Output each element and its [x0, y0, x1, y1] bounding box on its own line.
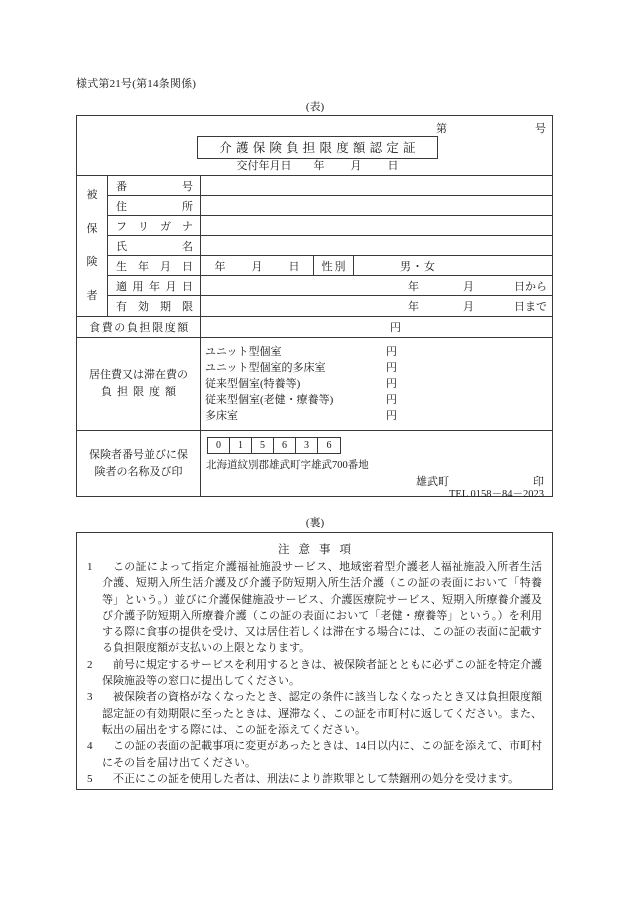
certificate-header-row — [77, 116, 552, 175]
label-char: 有 — [116, 301, 127, 313]
certificate-header — [77, 116, 552, 175]
room-type-name: ユニット型個室的多床室 — [205, 362, 326, 374]
front-side-marker: (表) — [305, 101, 325, 113]
insurer-number-digit: 1 — [230, 438, 252, 453]
insurer-number-digit: 5 — [252, 438, 274, 453]
valid-day-suffix: 日まで — [514, 301, 547, 313]
living-cost-item[interactable] — [201, 392, 552, 408]
document-number-prefix: 第 — [436, 123, 447, 135]
back-side-marker: (裏) — [305, 517, 325, 529]
field-name[interactable] — [201, 236, 552, 255]
row-apply-date — [108, 276, 552, 296]
note-text: この証の表面の記載事項に変更があったときは、14日以内に、この証を添えて、市町村にその旨を届け出てください。 — [102, 740, 542, 769]
valid-month: 月 — [463, 301, 474, 313]
field-valid-until[interactable] — [201, 296, 552, 316]
room-type-unit: 円 — [386, 410, 397, 422]
certificate-table — [76, 115, 553, 500]
row-birth-date — [108, 256, 552, 276]
insurer-number-digit: 0 — [208, 438, 230, 453]
label-char: ガ — [160, 220, 171, 233]
note-number: 5 — [87, 772, 93, 785]
row-name — [108, 236, 552, 256]
document-number-suffix: 号 — [535, 123, 546, 135]
insurer-label-line1: 保険者番号並びに保 — [89, 448, 188, 461]
label-char: 効 — [138, 301, 149, 313]
row-meal-cost-limit — [77, 316, 552, 337]
label-char: 年 — [149, 280, 160, 293]
apply-day-suffix: 日から — [514, 280, 547, 293]
label-char: 日 — [182, 280, 193, 293]
note-text: この証によって指定介護福祉施設サービス、地域密着型介護老人福祉施設入所者生活介護、短期入所生活介護及び介護予防短期入所生活介護（この証の表面において「特養等」という。）並びに介護保健施設サービス、介護医療院サービス、短期入所療養介護及び介護予防短期入所療養介護（この証の表面において「老健・療養等」という。）を利用する際に食事の提供を受け、又は居住若しくは滞在する場合には、この証の表面に記載する負担限度額が支払いの上限となります。 — [102, 561, 542, 655]
room-type-name: 多床室 — [205, 410, 238, 422]
note-item — [87, 689, 542, 738]
label-char: 氏 — [116, 240, 127, 253]
living-cost-item[interactable] — [201, 376, 552, 392]
insurer-number-digit: 6 — [274, 438, 296, 453]
issue-date-year: 年 — [313, 160, 325, 172]
vlabel-char-1: 保 — [86, 222, 98, 235]
document-number — [436, 120, 546, 136]
label-insured-number — [108, 176, 201, 195]
insurer-details — [201, 431, 552, 500]
insurer-name: 雄武町 — [416, 476, 449, 488]
living-cost-item[interactable] — [201, 360, 552, 376]
row-insured-number — [108, 176, 552, 196]
room-type-name: 従来型個室(老健・療養等) — [205, 394, 334, 406]
field-address[interactable] — [201, 196, 552, 215]
row-insurer — [77, 430, 552, 500]
vlabel-char-2: 険 — [86, 256, 98, 269]
insured-person-vertical-label — [77, 176, 108, 316]
field-furigana[interactable] — [201, 216, 552, 235]
insurer-label-line2: 険者の名称及び印 — [94, 465, 183, 478]
insured-rows — [108, 176, 552, 316]
note-number: 2 — [87, 658, 93, 671]
label-char: 住 — [116, 200, 127, 213]
living-cost-items — [201, 338, 552, 430]
birth-year: 年 — [214, 260, 226, 273]
room-type-name: ユニット型個室 — [205, 346, 282, 358]
living-cost-item[interactable] — [201, 408, 552, 424]
label-char: 所 — [182, 200, 193, 213]
label-name — [108, 236, 201, 255]
field-birth-date[interactable] — [201, 256, 314, 275]
label-char: 適 — [116, 280, 127, 293]
insured-person-block — [77, 175, 552, 316]
room-type-name: 従来型個室(特養等) — [205, 378, 301, 390]
row-valid-until — [108, 296, 552, 316]
label-apply-date — [108, 276, 201, 295]
note-text: 被保険者の資格がなくなったとき、認定の条件に該当しなくなったとき又は負担限度額認定証の有効期限に至ったときは、遅滞なく、この証を市町村に返してください。また、転出の届出をする際には、この証を添えてください。 — [102, 691, 542, 736]
meal-cost-unit: 円 — [390, 322, 401, 334]
living-cost-item[interactable] — [201, 344, 552, 360]
label-char: リ — [138, 220, 149, 233]
note-text: 前号に規定するサービスを利用するときは、被保険者証とともに必ずこの証を特定介護保険施設等の窓口に提出してください。 — [102, 658, 542, 688]
field-sex[interactable]: 男・女 — [400, 260, 436, 273]
label-char: 用 — [132, 280, 144, 293]
insurer-address: 北海道紋別郡雄武町字雄武700番地 — [206, 460, 369, 471]
label-char: 生 — [116, 260, 127, 273]
label-char: 限 — [182, 301, 193, 313]
label-birth-date — [108, 256, 201, 275]
label-valid-until — [108, 296, 201, 316]
room-type-unit: 円 — [386, 378, 397, 390]
room-type-unit: 円 — [386, 362, 397, 374]
certificate-title: 介護保険負担限度額認定証 — [197, 136, 438, 159]
label-insurer — [77, 431, 201, 496]
issue-date-label: 交付年月日 — [236, 160, 292, 172]
row-address — [108, 196, 552, 216]
label-char: 日 — [182, 260, 193, 273]
label-char: 号 — [182, 180, 193, 193]
label-meal-cost-limit: 食費の負担限度額 — [77, 317, 201, 337]
note-item — [87, 738, 542, 771]
label-char: フ — [116, 220, 127, 233]
label-char: 名 — [182, 240, 193, 253]
field-insured-number[interactable] — [201, 176, 552, 195]
issue-date-month: 月 — [350, 160, 362, 172]
room-type-unit: 円 — [386, 394, 397, 406]
insurer-number-boxes — [207, 437, 341, 454]
insurer-number-digit: 6 — [326, 440, 332, 451]
notes-title: 注意事項 — [278, 544, 360, 556]
note-number: 1 — [87, 561, 93, 573]
room-type-unit: 円 — [386, 346, 397, 358]
label-char: 期 — [160, 301, 171, 313]
living-label-line2: 負担限度額 — [101, 386, 181, 398]
label-char: 月 — [165, 280, 177, 293]
note-item — [87, 657, 542, 690]
issue-date-line — [197, 157, 438, 173]
notes-box — [76, 532, 553, 790]
label-char: 月 — [160, 260, 171, 273]
living-label-line1: 居住費又は滞在費の — [89, 369, 188, 381]
vlabel-char-0: 被 — [86, 189, 98, 202]
birth-day: 日 — [288, 260, 300, 273]
valid-year: 年 — [408, 301, 419, 313]
label-address — [108, 196, 201, 215]
label-living-cost-limit — [77, 338, 201, 430]
apply-month: 月 — [463, 280, 474, 293]
note-number: 4 — [87, 740, 93, 753]
row-furigana — [108, 216, 552, 236]
field-meal-cost-limit[interactable] — [201, 317, 552, 337]
note-item — [87, 771, 542, 787]
note-number: 3 — [87, 691, 93, 704]
apply-year: 年 — [408, 280, 419, 293]
row-living-cost-limit — [77, 337, 552, 430]
issue-date-day: 日 — [387, 160, 399, 172]
note-text: 不正にこの証を使用した者は、刑法により詐欺罪として禁錮刑の処分を受けます。 — [113, 772, 520, 785]
label-furigana — [108, 216, 201, 235]
seal-mark: 印 — [533, 476, 544, 488]
label-sex: 性別 — [314, 256, 354, 275]
vlabel-char-3: 者 — [86, 289, 98, 302]
form-number: 様式第21号(第14条関係) — [76, 78, 197, 90]
label-char: 年 — [138, 260, 149, 273]
label-char: ナ — [182, 220, 193, 233]
insurer-number-digit: 3 — [296, 438, 318, 453]
field-apply-date[interactable] — [201, 276, 552, 295]
label-char: 番 — [116, 180, 127, 193]
insurer-telephone: TEL 0158－84－2023 — [449, 489, 544, 500]
note-item — [87, 559, 542, 657]
birth-month: 月 — [251, 260, 263, 273]
